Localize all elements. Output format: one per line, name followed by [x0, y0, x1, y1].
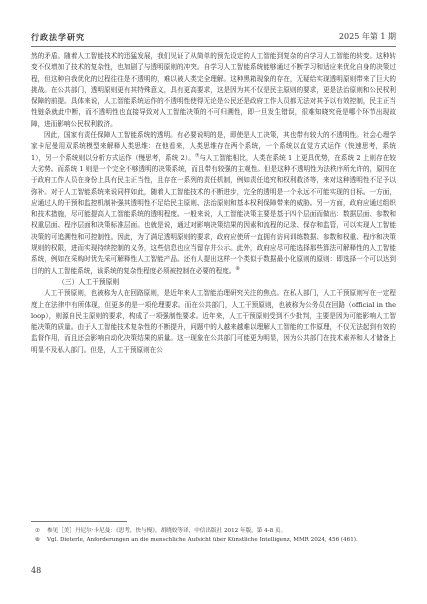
page-number: 48 [31, 566, 42, 575]
footnote-ref-8[interactable]: ⑧ [235, 266, 240, 272]
header-rule [31, 46, 396, 47]
footnote-number: ⑦ [35, 528, 41, 534]
footnote-ref-7[interactable]: ⑦ [194, 153, 200, 159]
footnotes [31, 527, 396, 544]
footnote-text: 参见［美］丹尼尔·卡尼曼：《思考，快与慢》，胡晓姣等译，中信出版社 2012 年版，第 4-8 页。 [47, 528, 287, 534]
journal-name: 行政法学研究 [31, 32, 85, 42]
paragraph-2 [31, 130, 396, 277]
body-text [31, 51, 396, 356]
footnote-text: Vgl. Dieterle, Anforderungen an die menschliche Aufsicht über Künstliche Intelligenz, MMR 2024, 456 (461). [47, 536, 358, 543]
running-header [31, 30, 396, 44]
paragraph-3: 人工干预原则，也被称为人在回路原则，是近年来人工智能治理研究关注的焦点。在私人部门，人工干预原则写在一定程度上在法律中有所体现，但更多的是一项伦理要求。而在公共部门，人工干预原则，也被称为公务员在回路（official in the loop），则源自民主原则的要求，构成了一项强制性要求。近年来，人工干预原则受到不少批判，主要是因为可能影响人工智能决策的质量。由于人工智能技术复杂性的不断提升，问题中的人越来越难以理解人工智能的工作原理，不仅无法起到有效的监督作用，而且还会影响自动化决策结果的质量。这一现象在公共部门可能更为明显，因为公共部门在技术素养和人才储备上明显不及私人部门。但是，人工干预原则在公 [31, 289, 396, 354]
footnote-number: ⑧ [35, 536, 41, 543]
paragraph-1: 然的矛盾。随着人工智能技术的迅猛发展，我们见证了从简单的预先设定的人工智能到复杂的自学习人工智能的转变。这种转变不仅增加了技术的复杂性，也加剧了与透明原则的冲突。自学习人工智能系统能够通过不断学习和适应来优化自身的决策过程，但这种自我优化的过程往往是不透明的，难以被人类完全理解。这种黑箱现象的存在，无疑给实现透明原则带来了巨大的挑战。在公共部门，透明原则更有其特殊意义，具有更高要求，这是因为其不仅是民主原则的要求，更是法治原则和公民权利保障的前提。具体来说，人工智能系统运作的不透明性使得无论是公民还是政府工作人员都无法对其予以有效控制，民主正当性链条就此中断，而不透明性也直接导致对人工智能决策的不可归溯性，即一旦发生错误，很难知晓究竟是哪个环节出现故障，进而影响公民权利救济。 [31, 52, 396, 128]
footnote-8 [31, 536, 396, 545]
footnote-rule [31, 521, 127, 522]
paragraph-2-part-a: 因此，国家有责任保障人工智能系统的透明。有必要说明的是，即使是人工决策，其也带有较大的不透明性。社会心理学家卡尼曼用双系统模型来解释人类思维：在他看来，人类思维存在两个系统，一个系统以直觉方式运作（快速思考，系统 1），另一个系统则以分析方式运作（慢思考，系统 2）。 [31, 131, 396, 162]
issue-label: 2025 年第 1 期 [338, 32, 396, 41]
paragraph-2-part-b: 与人工智能相比，人类在系统 1 上更具优势，在系统 2 上则存在较大劣势。而系统 1 则是一个完全不够透明的决策系统，而且带有较强的主观性。但是这种不透明性为法秩序所允许的，原因在于政府工作人员在身份上具有民主正当性，且存在一系列的责任机制，例如责任追究和权利救济等，来对这种透明性不足予以弥补。对于人工智能系统来说同样如此，随着人工智能技术的不断进步，完全的透明是一个永远不可能实现的目标。一方面，应通过人的干预和监控机制补强其透明性不足给民主原则、法治原则和基本权利保障带来的威胁。另一方面，政府应通过组织和技术措施，尽可能提高人工智能系统的透明程度。一般来说，人工智能决策主要是基于四个层面而做出：数据层面、参数和权重层面、程序层面和决策标准层面。也就是说，通过对影响决策结果的因素和流程的记录、保存和监管，可以实现人工智能决策的可追溯性和可控制性。因此，为了满足透明原则的要求，政府应使所一直拥有访问训练数据、参数和权重、程序和决策规则的权限，进而实现持续控制的义务，这些信息也应当留存并公示。此外，政府应尽可能选择那些算法可解释性的人工智能系统，例如在采购时优先采可解释性人工智能产品。还有人提出这样一个类似于数据最小化原则的原则：即选择一个可以达到目的的人工智能系统，该系统的复杂性程度必须被控制在必要的程度。 [31, 153, 396, 275]
footnote-7 [31, 527, 396, 536]
section-heading: （三）人工干预原则 [58, 277, 120, 286]
